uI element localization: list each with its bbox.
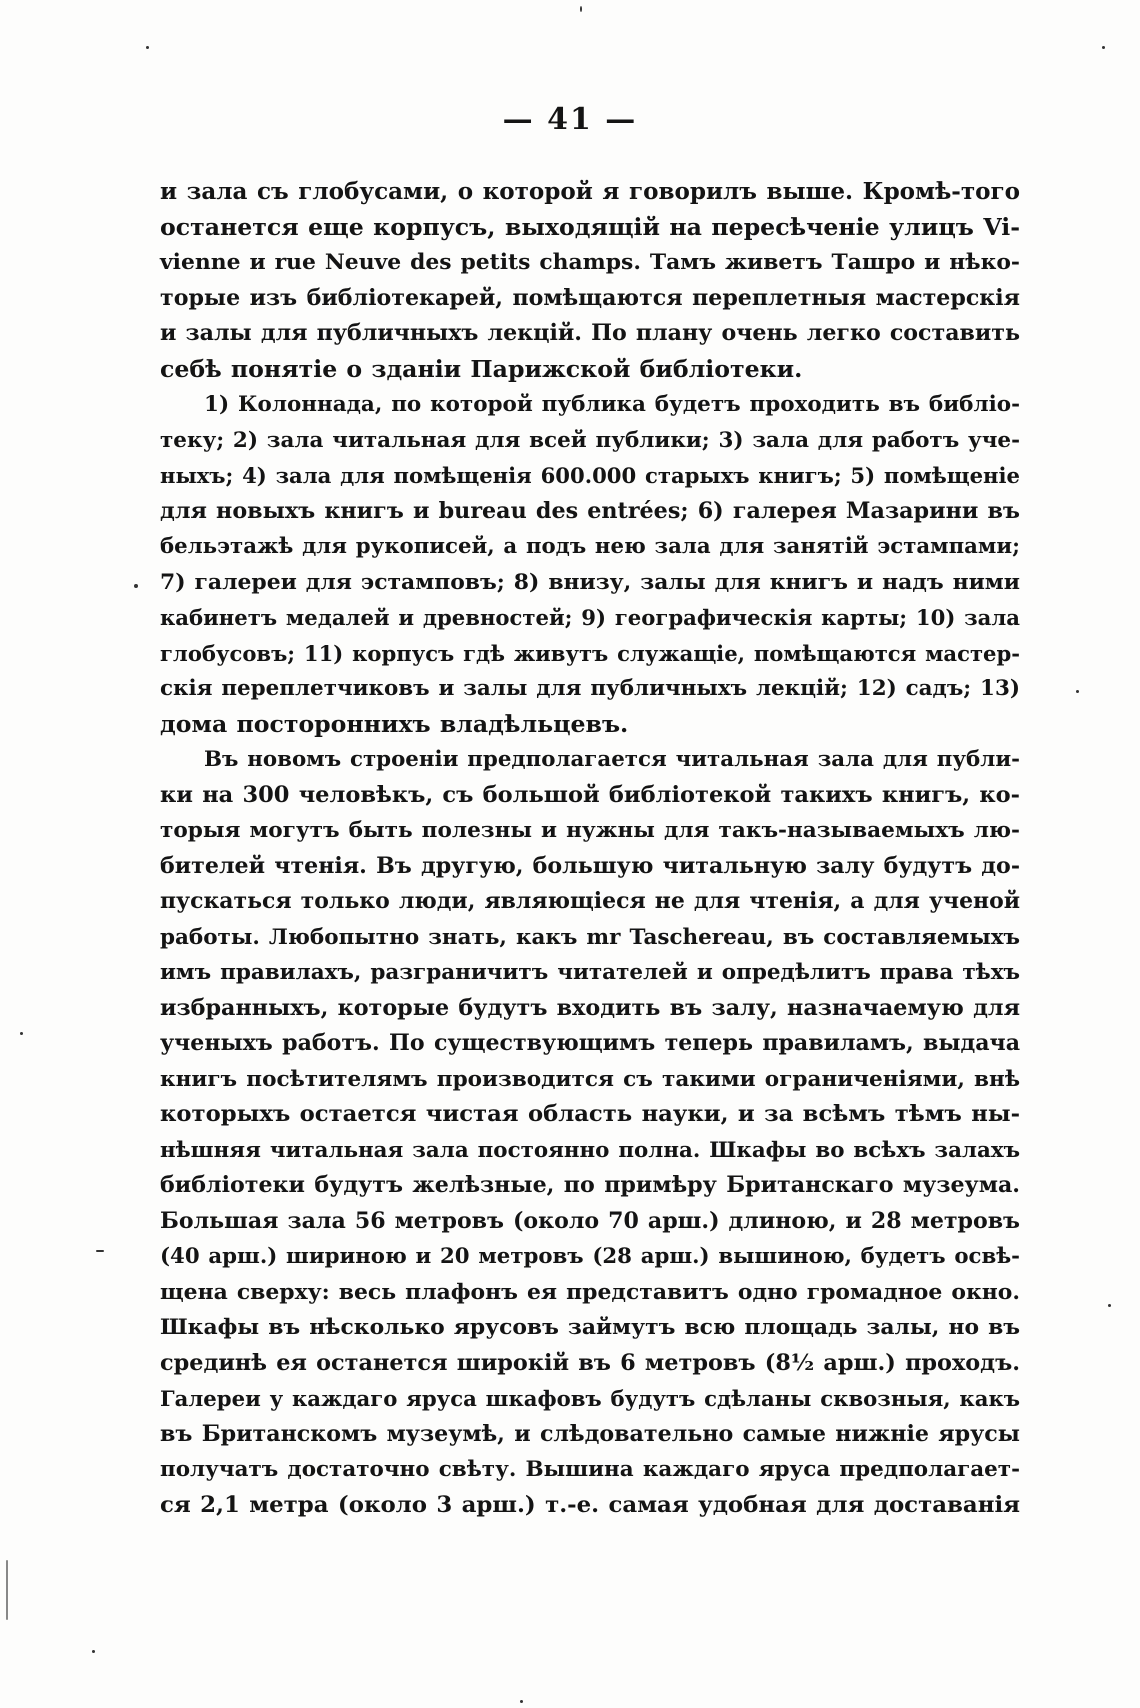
text-line: срединѣ ея останется широкій въ 6 метровъ (8½ арш.) проходъ. [160, 1349, 1020, 1376]
text-line: 7) галереи для эстамповъ; 8) внизу, залы для книгъ и надъ ними [160, 568, 1020, 595]
paragraph-1 [160, 174, 1020, 387]
text-line: ся 2,1 метра (около 3 арш.) т.-е. самая удобная для доставанія [160, 1491, 1020, 1518]
text-line: получатъ достаточно свѣту. Вышина каждаго яруса предполагает- [160, 1457, 1020, 1482]
body-text [160, 174, 1020, 1523]
text-line: избранныхъ, которые будутъ входить въ залу, назначаемую для [160, 994, 1020, 1021]
scan-speck [92, 1650, 95, 1653]
scan-speck [1076, 690, 1079, 693]
text-line: кабинетъ медалей и древностей; 9) географическія карты; 10) зала [160, 605, 1020, 630]
text-line: и залы для публичныхъ лекцій. По плану очень легко составить [160, 320, 1020, 346]
text-line: глобусовъ; 11) корпусъ гдѣ живутъ служащіе, помѣщаются мастер- [160, 640, 1020, 666]
scan-speck [520, 1700, 523, 1703]
scan-speck [6, 1560, 8, 1620]
text-line: скія переплетчиковъ и залы для публичныхъ лекцій; 12) садъ; 13) [160, 676, 1020, 701]
text-line: пускаться только люди, являющіеся не для чтенія, а для ученой [160, 888, 1020, 914]
text-line: и зала съ глобусами, о которой я говорилъ выше. Кромѣ-того [160, 178, 1020, 205]
text-line: щена сверху: весь плафонъ ея представитъ одно громадное окно. [160, 1278, 1020, 1305]
text-line: книгъ посѣтителямъ производится съ такими ограниченіями, внѣ [160, 1066, 1020, 1092]
scan-speck [20, 1032, 23, 1035]
text-line: ки на 300 человѣкъ, съ большой библіотекой такихъ книгъ, ко- [160, 781, 1020, 808]
scan-speck [580, 6, 582, 12]
text-line: дома постороннихъ владѣльцевъ. [160, 709, 629, 738]
paragraph-2 [160, 387, 1020, 742]
text-line: (40 арш.) шириною и 20 метровъ (28 арш.) вышиною, будетъ освѣ- [160, 1244, 1020, 1269]
text-line: работы. Любопытно знать, какъ mr Taschereau, въ составляемыхъ [160, 924, 1020, 950]
page-number: — 41 — [502, 102, 638, 137]
text-line: бельэтажѣ для рукописей, а подъ нею зала для занятій эстампами; [160, 534, 1020, 559]
scan-speck [96, 1250, 104, 1252]
text-line: которыхъ остается чистая область науки, и за всѣмъ тѣмъ ны- [160, 1101, 1020, 1127]
text-line: теку; 2) зала читальная для всей публики; 3) зала для работъ уче- [160, 427, 1020, 453]
text-line: торые изъ библіотекарей, помѣщаются переплетныя мастерскія [160, 284, 1020, 311]
text-line: торыя могутъ быть полезны и нужны для такъ-называемыхъ лю- [160, 818, 1020, 843]
text-line: для новыхъ книгъ и bureau des entrées; 6) галерея Мазарини въ [160, 497, 1020, 524]
text-line: ученыхъ работъ. По существующимъ теперь правиламъ, выдача [160, 1030, 1020, 1056]
scan-speck [1102, 46, 1105, 49]
scan-speck [1108, 1304, 1111, 1307]
text-line: библіотеки будутъ желѣзные, по примѣру Британскаго музеума. [160, 1172, 1020, 1198]
text-line: ныхъ; 4) зала для помѣщенія 600.000 старыхъ книгъ; 5) помѣщеніе [160, 463, 1020, 488]
text-line: Въ новомъ строеніи предполагается читальная зала для публи- [204, 747, 1020, 772]
text-line: себѣ понятіе о зданіи Парижской библіотеки. [160, 354, 803, 383]
text-line: Галереи у каждаго яруса шкафовъ будутъ сдѣланы сквозныя, какъ [160, 1386, 1020, 1411]
scan-speck [146, 46, 149, 49]
text-line: въ Британскомъ музеумѣ, и слѣдовательно самые нижніе ярусы [160, 1420, 1020, 1447]
text-line: нѣшняя читальная зала постоянно полна. Шкафы во всѣхъ залахъ [160, 1137, 1020, 1163]
scan-speck [134, 584, 138, 588]
text-line: бителей чтенія. Въ другую, большую читальную залу будутъ до- [160, 852, 1020, 879]
paragraph-3 [160, 742, 1020, 1523]
text-line: vienne и rue Neuve des petits champs. Тамъ живетъ Ташро и нѣко- [160, 249, 1020, 275]
text-line: останется еще корпусъ, выходящій на пересѣченіе улицъ Vi- [160, 212, 1020, 241]
text-line: Большая зала 56 метровъ (около 70 арш.) длиною, и 28 метровъ [160, 1207, 1020, 1234]
text-line: имъ правилахъ, разграничитъ читателей и опредѣлитъ права тѣхъ [160, 960, 1020, 985]
text-line: 1) Колоннада, по которой публика будетъ проходить въ библіо- [204, 392, 1020, 417]
text-line: Шкафы въ нѣсколько ярусовъ займутъ всю площадь залы, но въ [160, 1314, 1020, 1340]
